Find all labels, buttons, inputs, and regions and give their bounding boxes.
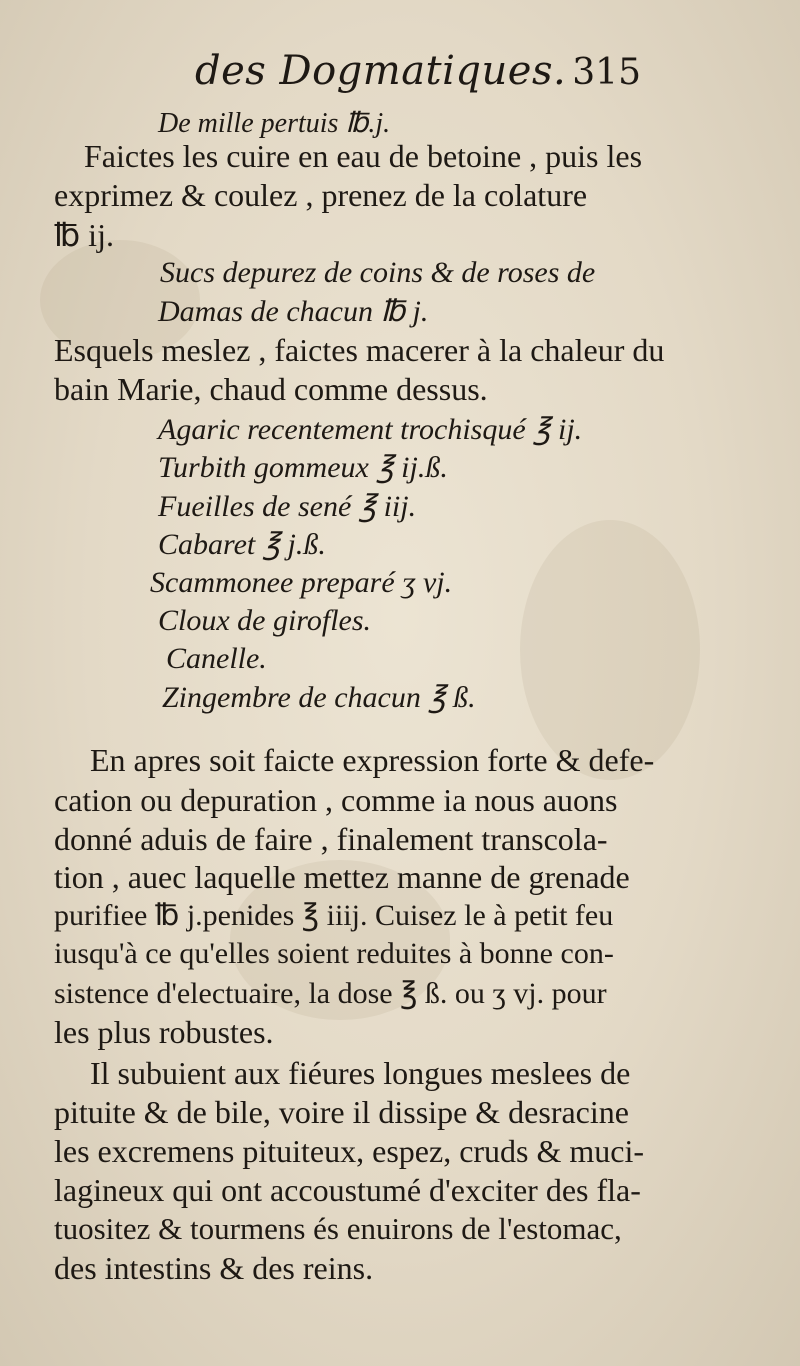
ingredient-line: Fueilles de sené ℥ iij. bbox=[158, 490, 417, 523]
text-line: cation ou depuration , comme ia nous auons bbox=[54, 782, 618, 818]
text-line: bain Marie, chaud comme dessus. bbox=[54, 371, 488, 407]
ingredient-line: Scammonee preparé ʒ vj. bbox=[150, 566, 453, 599]
text-line: exprimez & coulez , prenez de la colature bbox=[54, 177, 588, 213]
paper-stain bbox=[520, 520, 700, 780]
ingredient-line: Cloux de girofles. bbox=[158, 604, 372, 637]
text-line: les excremens pituiteux, espez, cruds & muci- bbox=[54, 1133, 645, 1169]
running-head: des Dogmatiques. bbox=[195, 48, 567, 94]
text-line: Il subuient aux fiéures longues meslees de bbox=[90, 1055, 631, 1091]
text-line: tion , auec laquelle mettez manne de grenade bbox=[54, 859, 630, 895]
text-line: Esquels meslez , faictes macerer à la chaleur du bbox=[54, 332, 665, 368]
ingredient-line: De mille pertuis ℔.j. bbox=[158, 108, 391, 139]
text-line: tuositez & tourmens és enuirons de l'estomac, bbox=[54, 1211, 622, 1246]
text-line: sistence d'electuaire, la dose ℥ ß. ou ʒ vj. pour bbox=[54, 977, 607, 1010]
text-line: purifiee ℔ j.penides ℥ iiij. Cuisez le à petit feu bbox=[54, 899, 614, 932]
ingredient-line: Damas de chacun ℔ j. bbox=[158, 295, 429, 328]
text-line: des intestins & des reins. bbox=[54, 1250, 374, 1286]
text-line: les plus robustes. bbox=[54, 1014, 274, 1050]
ingredient-line: Agaric recentement trochisqué ℥ ij. bbox=[158, 413, 583, 446]
ingredient-line: Canelle. bbox=[166, 642, 267, 675]
text-line: ℔ ij. bbox=[54, 217, 114, 253]
ingredient-line: Zingembre de chacun ℥ ß. bbox=[162, 681, 476, 714]
page-header bbox=[195, 48, 645, 100]
page-number: 315 bbox=[572, 52, 641, 93]
text-line: pituite & de bile, voire il dissipe & desracine bbox=[54, 1094, 629, 1130]
ingredient-line: Turbith gommeux ℥ ij.ß. bbox=[158, 451, 448, 484]
text-line: Faictes les cuire en eau de betoine , puis les bbox=[84, 138, 643, 174]
ingredient-line: Sucs depurez de coins & de roses de bbox=[160, 256, 596, 289]
text-line: iusqu'à ce qu'elles soient reduites à bonne con- bbox=[54, 937, 614, 970]
text-line: En apres soit faicte expression forte & defe- bbox=[90, 742, 655, 778]
text-line: donné aduis de faire , finalement transcola- bbox=[54, 821, 608, 857]
ingredient-line: Cabaret ℥ j.ß. bbox=[158, 528, 326, 561]
text-line: lagineux qui ont accoustumé d'exciter des fla- bbox=[54, 1172, 641, 1208]
